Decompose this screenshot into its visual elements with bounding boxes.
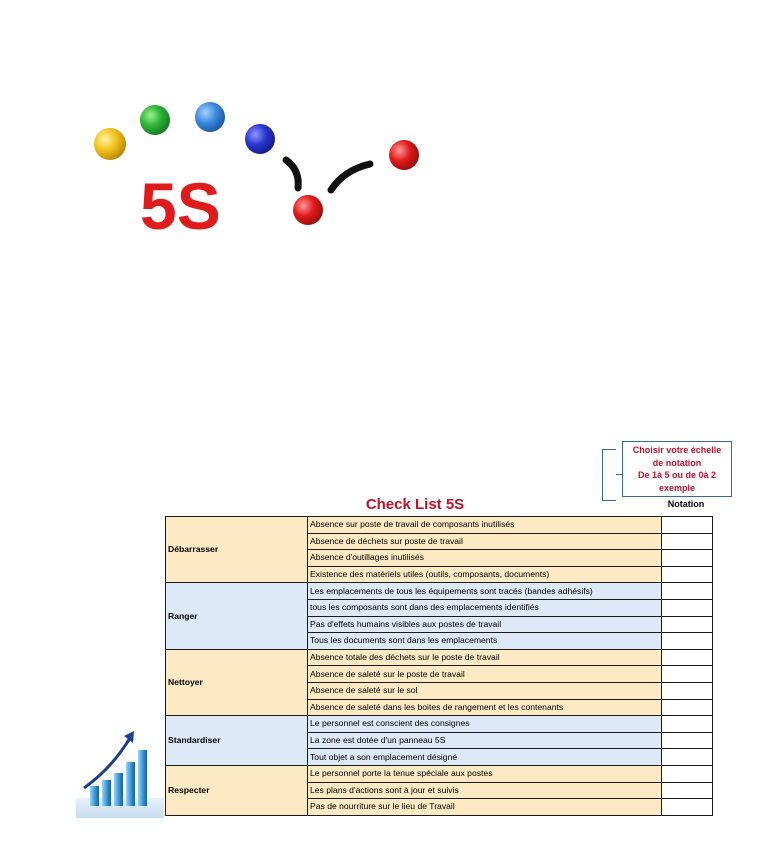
callout-line: exemple (658, 482, 696, 493)
notation-cell[interactable] (662, 566, 713, 583)
black-stroke-left (286, 160, 298, 188)
checklist-item: Existence des matériels utiles (outils, composants, documents) (308, 566, 662, 583)
growth-chart-icon (74, 728, 166, 820)
table-row (166, 583, 713, 600)
notation-cell[interactable] (662, 699, 713, 716)
checklist-item: Absence d'outillages inutilisés (308, 550, 662, 567)
checklist-item: Pas de nourriture sur le lieu de Travail (308, 799, 662, 816)
notation-cell[interactable] (662, 666, 713, 683)
table-row (166, 649, 713, 666)
checklist-item: tous les composants sont dans des emplacements identifiés (308, 599, 662, 616)
table-row (166, 716, 713, 733)
callout-line: de notation (652, 457, 702, 468)
category-cell: Ranger (166, 583, 308, 649)
notation-cell[interactable] (662, 633, 713, 650)
notation-cell[interactable] (662, 799, 713, 816)
notation-cell[interactable] (662, 765, 713, 782)
checklist-item: Absence totale des déchets sur le poste de travail (308, 649, 662, 666)
table-row (166, 517, 713, 534)
notation-cell[interactable] (662, 517, 713, 534)
notation-cell[interactable] (662, 782, 713, 799)
rating-scale-callout (622, 441, 732, 497)
chart-bar (102, 780, 111, 806)
checklist-item: Tout objet a son emplacement désigné (308, 749, 662, 766)
checklist-title: Check List 5S (365, 496, 465, 513)
yellow-ball (94, 128, 126, 160)
chart-bar (114, 773, 123, 806)
green-ball (140, 105, 170, 135)
red-ball-right (389, 140, 419, 170)
table-row (166, 765, 713, 782)
checklist-item: Absence de déchets sur poste de travail (308, 533, 662, 550)
chart-bar (126, 762, 135, 806)
checklist-item: Absence de saleté sur le sol (308, 682, 662, 699)
checklist-item: Absence de saleté dans les boites de rangement et les contenants (308, 699, 662, 716)
black-stroke-right (331, 164, 370, 190)
checklist-table (165, 516, 713, 816)
notation-cell[interactable] (662, 716, 713, 733)
notation-cell[interactable] (662, 616, 713, 633)
category-cell: Débarrasser (166, 517, 308, 583)
light-blue-ball (195, 102, 225, 132)
checklist-item: Absence de saleté sur le poste de travail (308, 666, 662, 683)
blue-ball (245, 124, 275, 154)
logo-5s-text: 5S (140, 169, 221, 238)
chart-bar (90, 786, 99, 806)
notation-cell[interactable] (662, 550, 713, 567)
notation-cell[interactable] (662, 583, 713, 600)
notation-cell[interactable] (662, 649, 713, 666)
notation-cell[interactable] (662, 599, 713, 616)
5s-logo (88, 98, 428, 238)
checklist-item: Le personnel porte la tenue spéciale aux postes (308, 765, 662, 782)
checklist-item: Les emplacements de tous les équipements sont tracés (bandes adhésifs) (308, 583, 662, 600)
chart-bar (138, 750, 147, 806)
checklist-item: Absence sur poste de travail de composants inutilisés (308, 517, 662, 534)
checklist-item: La zone est dotée d'un panneau 5S (308, 732, 662, 749)
notation-cell[interactable] (662, 749, 713, 766)
category-cell: Respecter (166, 765, 308, 815)
callout-line: Choisir votre échelle (632, 445, 722, 455)
notation-cell[interactable] (662, 682, 713, 699)
red-ball-small (293, 195, 323, 225)
checklist-item: Le personnel est conscient des consignes (308, 716, 662, 733)
callout-bracket (602, 449, 616, 501)
category-cell: Nettoyer (166, 649, 308, 715)
category-cell: Standardiser (166, 716, 308, 766)
notation-cell[interactable] (662, 732, 713, 749)
notation-header: Notation (667, 499, 705, 509)
checklist-item: Pas d'effets humains visibles aux postes de travail (308, 616, 662, 633)
checklist-item: Les plans d'actions sont à jour et suivis (308, 782, 662, 799)
checklist-item: Tous les documents sont dans les emplacements (308, 633, 662, 650)
callout-line: De 1à 5 ou de 0à 2 (637, 470, 717, 480)
notation-cell[interactable] (662, 533, 713, 550)
